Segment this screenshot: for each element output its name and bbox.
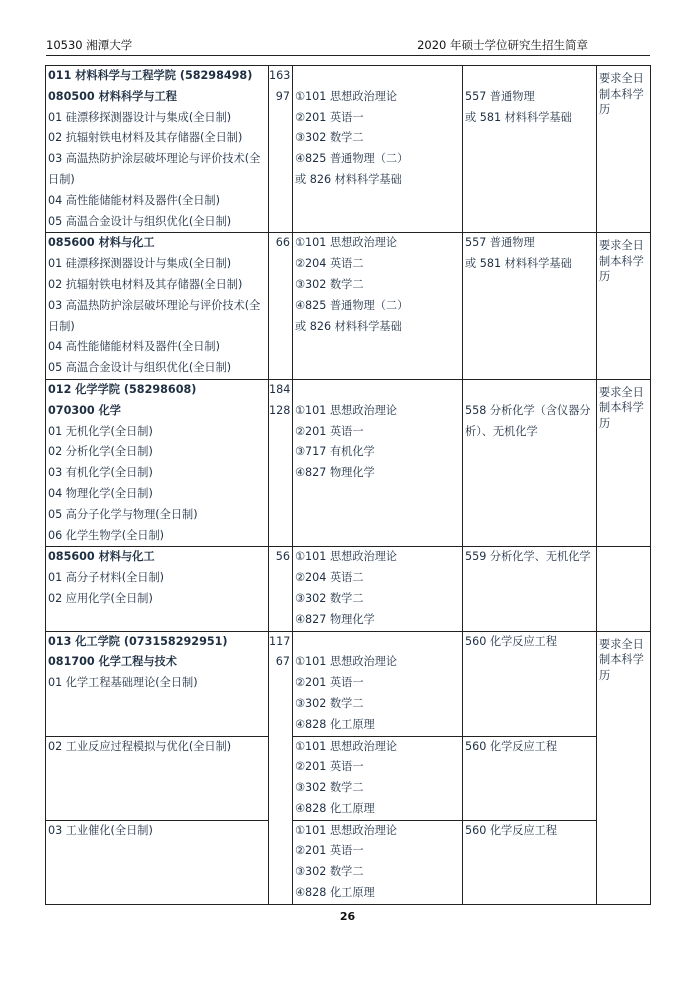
enrollment-quota: 128: [269, 403, 291, 417]
major-name: 081700 化学工程与技术: [48, 655, 177, 669]
exam-subject: ①101 思想政治理论: [295, 823, 398, 837]
exam-subjects-cell: [293, 233, 463, 380]
exam-subject: ①101 思想政治理论: [295, 655, 398, 669]
document-title: 2020 年硕士学位研究生招生简章: [417, 38, 588, 52]
research-direction: 06 化学生物学(全日制): [48, 528, 165, 542]
retest-subjects-cell: [463, 736, 597, 820]
retest-subject: 557 普通物理: [465, 89, 535, 103]
research-direction: 05 高温合金设计与组织优化(全日制): [48, 214, 232, 228]
retest-subject: 557 普通物理: [465, 236, 535, 250]
exam-subjects-cell: [293, 66, 463, 233]
major-name: 085600 材料与化工: [48, 550, 155, 564]
spacer: [295, 66, 462, 87]
research-direction: 02 应用化学(全日制): [48, 591, 153, 605]
research-direction: 04 高性能储能材料及器件(全日制): [48, 193, 220, 207]
major-name: 080500 材料科学与工程: [48, 89, 177, 103]
table-row: [46, 66, 651, 233]
retest-subjects-cell: [463, 66, 597, 233]
enrollment-quota: 66: [275, 236, 290, 250]
table-row: [46, 233, 651, 380]
retest-subject: 560 化学反应工程: [465, 739, 558, 753]
exam-subjects-cell: [293, 820, 463, 904]
spacer: [295, 632, 462, 653]
research-direction: 01 化学工程基础理论(全日制): [48, 676, 198, 690]
program-cell: [46, 631, 269, 736]
research-direction: 05 高分子化学与物理(全日制): [48, 507, 198, 521]
remarks-cell: [597, 233, 651, 380]
exam-subject: ③717 有机化学: [295, 445, 375, 459]
exam-subjects-cell: [293, 736, 463, 820]
quota-cell: [269, 631, 293, 904]
program-cell: [46, 379, 269, 546]
research-direction: 01 硅漂移探测器设计与集成(全日制): [48, 257, 232, 271]
exam-subject: ④828 化工原理: [295, 801, 375, 815]
research-direction: 04 物理化学(全日制): [48, 486, 153, 500]
table-row: [46, 631, 651, 736]
remarks-cell: [597, 379, 651, 546]
exam-subject: ②204 英语二: [295, 257, 364, 271]
research-direction: 02 抗辐射铁电材料及其存储器(全日制): [48, 277, 243, 291]
remarks-cell: [597, 631, 651, 904]
exam-subject: ④825 普通物理（二）: [295, 298, 409, 312]
table-row: [46, 379, 651, 546]
quota-cell: [269, 547, 293, 631]
retest-subjects-cell: [463, 820, 597, 904]
college-name: 011 材料科学与工程学院 (58298498): [48, 69, 253, 82]
exam-subject: ④825 普通物理（二）: [295, 152, 409, 166]
program-cell: [46, 820, 269, 904]
admissions-table: [45, 65, 651, 905]
exam-subject: ④828 化工原理: [295, 717, 375, 731]
exam-subject: ③302 数学二: [295, 131, 364, 145]
retest-subject: 560 化学反应工程: [465, 634, 558, 648]
research-direction: 02 抗辐射铁电材料及其存储器(全日制): [48, 131, 243, 145]
college-name: 013 化工学院 (073158292951): [48, 634, 228, 648]
retest-subjects-cell: [463, 547, 597, 631]
exam-subject: ②201 英语一: [295, 760, 364, 774]
exam-subject: ④827 物理化学: [295, 612, 375, 626]
research-direction: 01 硅漂移探测器设计与集成(全日制): [48, 110, 232, 124]
program-cell: [46, 233, 269, 380]
exam-subject: 或 826 材料科学基础: [295, 319, 402, 333]
exam-subjects-cell: [293, 379, 463, 546]
spacer: [295, 380, 462, 401]
quota-cell: [269, 66, 293, 233]
exam-subjects-cell: [293, 547, 463, 631]
research-direction: 03 有机化学(全日制): [48, 466, 153, 480]
program-cell: [46, 66, 269, 233]
university-code-name: 10530 湘潭大学: [46, 38, 133, 52]
spacer: [465, 380, 596, 401]
exam-subject: ②204 英语二: [295, 571, 364, 585]
research-direction: 01 高分子材料(全日制): [48, 571, 165, 585]
retest-subjects-cell: [463, 379, 597, 546]
table-row: [46, 547, 651, 631]
college-name: 012 化学学院 (58298608): [48, 382, 197, 396]
remark-text: 要求全日制本科学历: [599, 239, 644, 284]
exam-subject: ①101 思想政治理论: [295, 236, 398, 250]
retest-subjects-cell: [463, 631, 597, 736]
exam-subject: 或 826 材料科学基础: [295, 172, 402, 186]
research-direction: 05 高温合金设计与组织优化(全日制): [48, 361, 232, 375]
exam-subject: ④828 化工原理: [295, 886, 375, 900]
exam-subject: ③302 数学二: [295, 781, 364, 795]
research-direction: 02 工业反应过程模拟与优化(全日制): [48, 739, 232, 753]
table-row: [46, 736, 651, 820]
exam-subject: ①101 思想政治理论: [295, 403, 398, 417]
exam-subject: ③302 数学二: [295, 865, 364, 879]
enrollment-quota: 97: [275, 89, 290, 103]
program-cell: [46, 547, 269, 631]
research-direction: 03 高温热防护涂层破坏理论与评价技术(全日制): [48, 152, 261, 186]
remarks-cell: [597, 547, 651, 631]
research-direction: 03 工业催化(全日制): [48, 823, 153, 837]
page-number: 26: [339, 910, 356, 923]
enrollment-quota: 56: [275, 550, 290, 564]
exam-subject: ①101 思想政治理论: [295, 739, 398, 753]
research-direction: 02 分析化学(全日制): [48, 445, 153, 459]
major-name: 085600 材料与化工: [48, 236, 155, 250]
program-cell: [46, 736, 269, 820]
exam-subject: ①101 思想政治理论: [295, 89, 398, 103]
table-row: [46, 820, 651, 904]
exam-subject: ①101 思想政治理论: [295, 550, 398, 564]
quota-cell: [269, 379, 293, 546]
exam-subject: ③302 数学二: [295, 277, 364, 291]
remarks-cell: [597, 66, 651, 233]
research-direction: 04 高性能储能材料及器件(全日制): [48, 340, 220, 354]
exam-subject: ③302 数学二: [295, 591, 364, 605]
exam-subject: ③302 数学二: [295, 696, 364, 710]
page-header: [46, 37, 650, 56]
exam-subject: ②201 英语一: [295, 110, 364, 124]
research-direction: 03 高温热防护涂层破坏理论与评价技术(全日制): [48, 298, 261, 333]
retest-subject: 或 581 材料科学基础: [465, 110, 572, 124]
exam-subject: ②201 英语一: [295, 844, 364, 858]
enrollment-quota: 163: [269, 69, 291, 82]
enrollment-quota: 184: [269, 382, 291, 396]
major-name: 070300 化学: [48, 403, 121, 417]
exam-subject: ④827 物理化学: [295, 466, 375, 480]
spacer: [465, 66, 596, 87]
exam-subject: ②201 英语一: [295, 676, 364, 690]
quota-cell: [269, 233, 293, 380]
retest-subject: 559 分析化学、无机化学: [465, 550, 591, 564]
retest-subject: 或 581 材料科学基础: [465, 257, 572, 271]
enrollment-quota: 67: [275, 655, 290, 669]
exam-subject: ②201 英语一: [295, 424, 364, 438]
remark-text: 要求全日制本科学历: [599, 637, 644, 682]
research-direction: 01 无机化学(全日制): [48, 424, 153, 438]
remark-text: 要求全日制本科学历: [599, 72, 644, 116]
retest-subject: 560 化学反应工程: [465, 823, 558, 837]
retest-subjects-cell: [463, 233, 597, 380]
retest-subject: 558 分析化学（含仪器分析）、无机化学: [465, 403, 591, 438]
enrollment-quota: 117: [269, 634, 291, 648]
remark-text: 要求全日制本科学历: [599, 385, 644, 430]
exam-subjects-cell: [293, 631, 463, 736]
